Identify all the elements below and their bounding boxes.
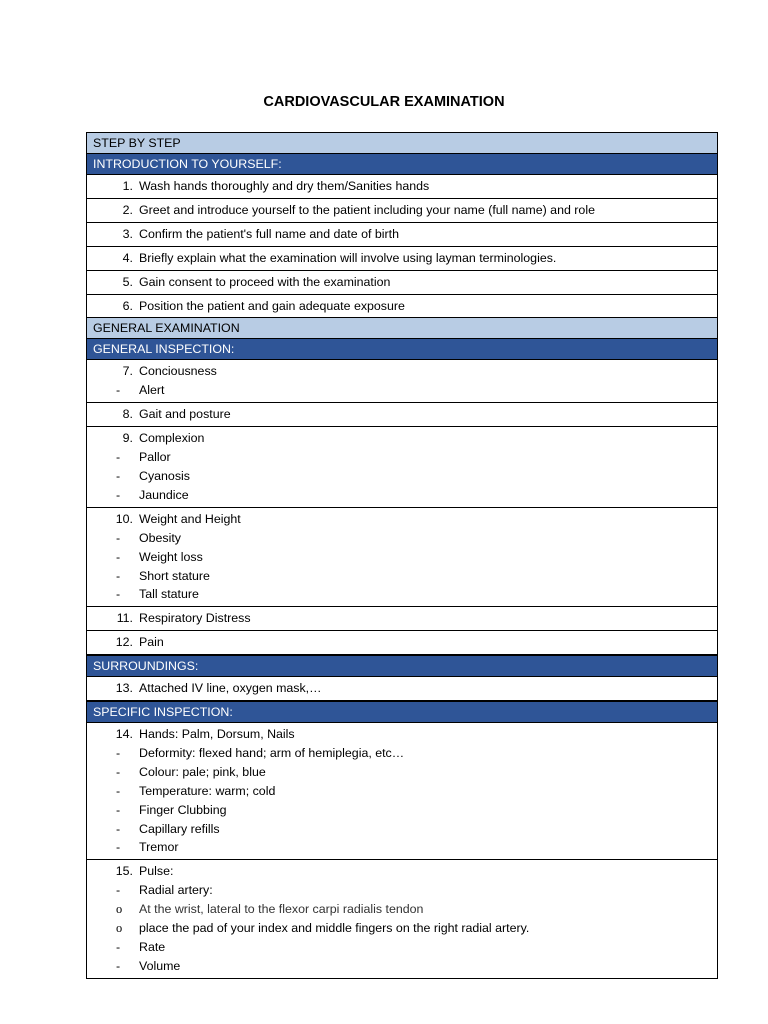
- list-item-text: Respiratory Distress: [139, 611, 251, 626]
- list-item: [87, 744, 717, 763]
- list-item: [87, 249, 717, 268]
- section-header: STEP BY STEP: [87, 132, 717, 153]
- list-marker: -: [116, 487, 121, 502]
- list-item-text: Greet and introduce yourself to the patient including your name (full name) and role: [139, 202, 595, 217]
- list-item-text: Rate: [139, 940, 166, 954]
- subsection-header: SPECIFIC INSPECTION:: [87, 700, 717, 722]
- list-marker: 15.: [115, 864, 133, 879]
- list-item-text: At the wrist, lateral to the flexor carpi radialis tendon: [139, 902, 424, 917]
- list-item: [87, 429, 717, 448]
- list-marker: 14.: [115, 727, 133, 742]
- list-marker: 9.: [122, 431, 133, 446]
- list-item: [87, 405, 717, 424]
- list-marker: 2.: [122, 202, 133, 217]
- list-item: [87, 567, 717, 586]
- list-item: [87, 679, 717, 698]
- list-item-text: Colour: pale; pink, blue: [139, 764, 266, 779]
- list-item-text: Pulse:: [139, 864, 174, 879]
- list-item-text: Alert: [139, 383, 165, 398]
- list-marker: 7.: [122, 364, 133, 379]
- table-row: [87, 722, 717, 859]
- list-item-text: Gain consent to proceed with the examination: [139, 274, 391, 289]
- list-marker: 4.: [122, 250, 133, 265]
- list-item: [87, 838, 717, 857]
- list-marker: 5.: [122, 274, 133, 289]
- list-item: [87, 467, 717, 486]
- list-marker: o: [116, 921, 123, 936]
- list-marker: -: [116, 587, 121, 602]
- list-item: [87, 201, 717, 220]
- table-row: [87, 507, 717, 607]
- list-marker: 6.: [122, 298, 133, 313]
- subsection-header: SURROUNDINGS:: [87, 654, 717, 676]
- list-item-text: Finger Clubbing: [139, 802, 227, 817]
- list-marker: 3.: [122, 226, 133, 241]
- list-marker: -: [116, 958, 121, 973]
- table-row: [87, 246, 717, 270]
- section-header: GENERAL EXAMINATION: [87, 317, 717, 338]
- subsection-header: GENERAL INSPECTION:: [87, 338, 717, 359]
- list-item-text: place the pad of your index and middle fingers on the right radial artery.: [139, 921, 530, 936]
- subsection-header: INTRODUCTION TO YOURSELF:: [87, 153, 717, 174]
- list-item: [87, 938, 717, 957]
- list-item: [87, 273, 717, 292]
- list-marker: -: [116, 383, 121, 398]
- list-item-text: Cyanosis: [139, 468, 190, 483]
- list-marker: -: [116, 802, 121, 817]
- list-marker: 11.: [116, 611, 133, 626]
- list-item: [87, 297, 717, 316]
- list-item-text: Gait and posture: [139, 407, 231, 422]
- table-row: [87, 222, 717, 246]
- document-title: CARDIOVASCULAR EXAMINATION: [263, 94, 505, 110]
- list-item-text: Weight loss: [139, 549, 203, 564]
- list-marker: -: [116, 821, 121, 836]
- list-item: [87, 820, 717, 839]
- list-item-text: Obesity: [139, 530, 182, 545]
- table-row: [87, 426, 717, 507]
- list-marker: -: [116, 549, 121, 564]
- list-item-text: Briefly explain what the examination will involve using layman terminologies.: [139, 250, 557, 265]
- list-marker: -: [116, 883, 121, 898]
- list-item: [87, 801, 717, 820]
- list-marker: -: [116, 530, 121, 545]
- list-item: [87, 862, 717, 881]
- list-item: [87, 225, 717, 244]
- list-item: [87, 919, 717, 938]
- table-row: [87, 174, 717, 198]
- list-item: [87, 381, 717, 400]
- table-row: [87, 402, 717, 426]
- table-row: [87, 859, 717, 977]
- list-item: [87, 486, 717, 505]
- list-marker: 13.: [115, 681, 133, 696]
- list-marker: 1.: [122, 179, 133, 193]
- list-item: [87, 881, 717, 900]
- list-item-text: Conciousness: [139, 364, 217, 379]
- list-item-text: Short stature: [139, 568, 210, 583]
- list-marker: -: [116, 468, 121, 483]
- list-item: [87, 510, 717, 529]
- list-item-text: Wash hands thoroughly and dry them/Sanities hands: [139, 179, 430, 193]
- table-row: [87, 294, 717, 318]
- list-item-text: Confirm the patient's full name and date of birth: [139, 226, 399, 241]
- list-item-text: Tall stature: [139, 587, 199, 602]
- list-marker: o: [116, 902, 123, 917]
- table-row: [87, 198, 717, 222]
- table-row: [87, 270, 717, 294]
- list-item-text: Deformity: flexed hand; arm of hemiplegia, etc…: [139, 745, 405, 760]
- list-marker: -: [116, 940, 121, 954]
- list-item-text: Weight and Height: [139, 511, 241, 526]
- list-item-text: Radial artery:: [139, 883, 213, 898]
- list-item: [87, 177, 717, 196]
- examination-table: [86, 132, 718, 979]
- list-marker: -: [116, 764, 121, 779]
- list-item-text: Tremor: [139, 840, 179, 855]
- list-item: [87, 585, 717, 604]
- table-row: [87, 359, 717, 402]
- list-item-text: Hands: Palm, Dorsum, Nails: [139, 727, 295, 742]
- list-marker: -: [116, 783, 121, 798]
- list-item-text: Pallor: [139, 450, 171, 465]
- list-marker: 8.: [122, 407, 133, 422]
- list-marker: 12.: [115, 635, 133, 650]
- list-item: [87, 957, 717, 976]
- list-item-text: Attached IV line, oxygen mask,…: [139, 681, 322, 696]
- list-item: [87, 633, 717, 652]
- list-item-text: Pain: [139, 635, 164, 650]
- table-row: [87, 606, 717, 630]
- list-item: [87, 609, 717, 628]
- list-item: [87, 725, 717, 744]
- list-item-text: Jaundice: [139, 487, 189, 502]
- table-row: [87, 630, 717, 654]
- list-marker: 10.: [115, 511, 133, 526]
- table-row: [87, 676, 717, 700]
- list-item: [87, 763, 717, 782]
- list-item: [87, 529, 717, 548]
- list-marker: -: [116, 450, 121, 465]
- list-marker: -: [116, 745, 121, 760]
- list-item-text: Temperature: warm; cold: [139, 783, 276, 798]
- list-item: [87, 900, 717, 919]
- list-item: [87, 448, 717, 467]
- list-item-text: Position the patient and gain adequate exposure: [139, 298, 405, 313]
- list-item-text: Volume: [139, 958, 181, 973]
- list-item: [87, 362, 717, 381]
- list-item: [87, 782, 717, 801]
- list-item-text: Capillary refills: [139, 821, 220, 836]
- list-marker: -: [116, 840, 121, 855]
- list-item-text: Complexion: [139, 431, 205, 446]
- list-item: [87, 548, 717, 567]
- list-marker: -: [116, 568, 121, 583]
